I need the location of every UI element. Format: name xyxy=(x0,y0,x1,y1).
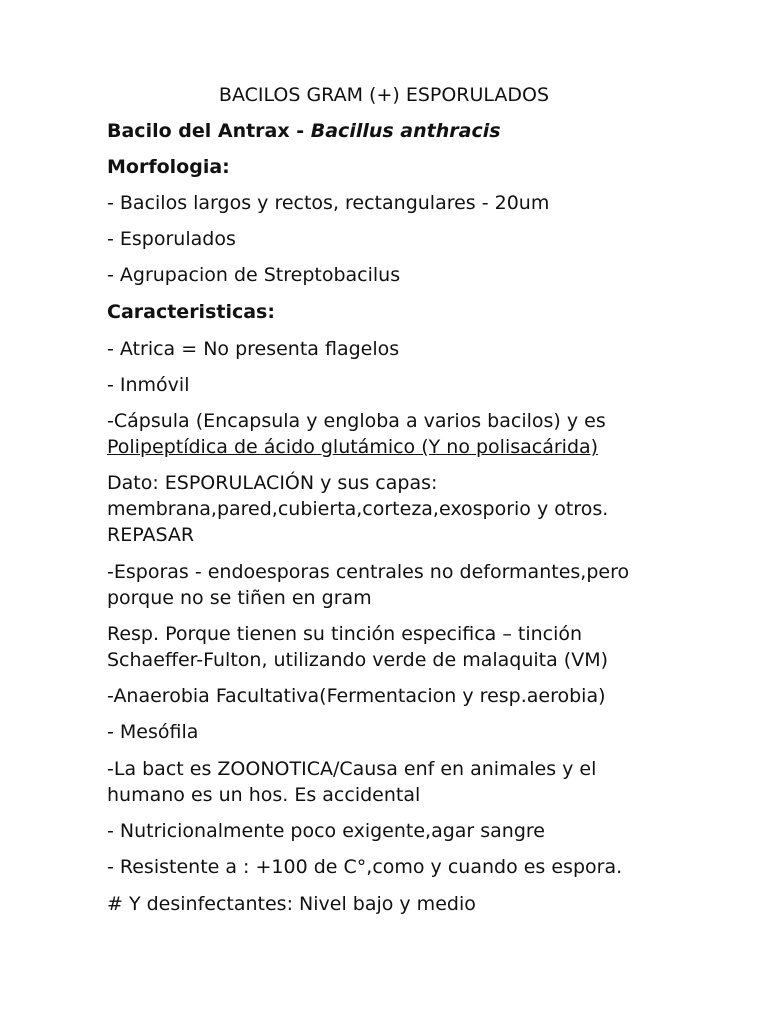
morfologia-item: - Esporulados xyxy=(107,228,236,250)
dato-text: membrana,pared,cubierta,corteza,exosporio y otros. xyxy=(107,498,609,520)
resp-text: Resp. Porque tienen su tinción especifica – tinción xyxy=(107,623,583,645)
mesofila-text: - Mesófila xyxy=(107,721,199,743)
morfologia-item: - Agrupacion de Streptobacilus xyxy=(107,264,401,286)
dato-text: REPASAR xyxy=(107,524,195,546)
zoonotica-text: -La bact es ZOONOTICA/Causa enf en animales y el xyxy=(107,758,597,780)
morfologia-item: - Bacilos largos y rectos, rectangulares - 20um xyxy=(107,192,550,214)
heading-species: Bacillus anthracis xyxy=(310,120,501,142)
capsula-underlined-text xyxy=(107,434,707,460)
document-title: BACILOS GRAM (+) ESPORULADOS xyxy=(218,84,550,106)
anaerobia-text: -Anaerobia Facultativa(Fermentacion y resp.aerobia) xyxy=(107,685,606,707)
morfologia-label: Morfologia: xyxy=(107,156,230,178)
resp-text: Schaeffer-Fulton, utilizando verde de malaquita (VM) xyxy=(107,649,609,671)
dato-text: Dato: ESPORULACIÓN y sus capas: xyxy=(107,472,438,494)
resistente-text: - Resistente a : +100 de C°,como y cuando es espora. xyxy=(107,856,623,878)
esporas-text: porque no se tiñen en gram xyxy=(107,587,372,609)
capsula-text: -Cápsula (Encapsula y engloba a varios bacilos) y es xyxy=(107,410,606,432)
zoonotica-text: humano es un hos. Es accidental xyxy=(107,784,421,806)
esporas-text: -Esporas - endoesporas centrales no deformantes,pero xyxy=(107,561,630,583)
section-heading xyxy=(107,118,707,144)
caracteristica-atrica: - Atrica = No presenta flagelos xyxy=(107,338,400,360)
desinfectantes-text: # Y desinfectantes: Nivel bajo y medio xyxy=(107,893,476,915)
caracteristica-inmovil: - Inmóvil xyxy=(107,374,190,396)
caracteristicas-label: Caracteristicas: xyxy=(107,301,275,323)
capsula-underline: Polipeptídica de ácido glutámico (Y no polisacárida) xyxy=(107,436,599,458)
nutricional-text: - Nutricionalmente poco exigente,agar sangre xyxy=(107,820,545,842)
heading-prefix: Bacilo del Antrax - xyxy=(107,120,311,142)
